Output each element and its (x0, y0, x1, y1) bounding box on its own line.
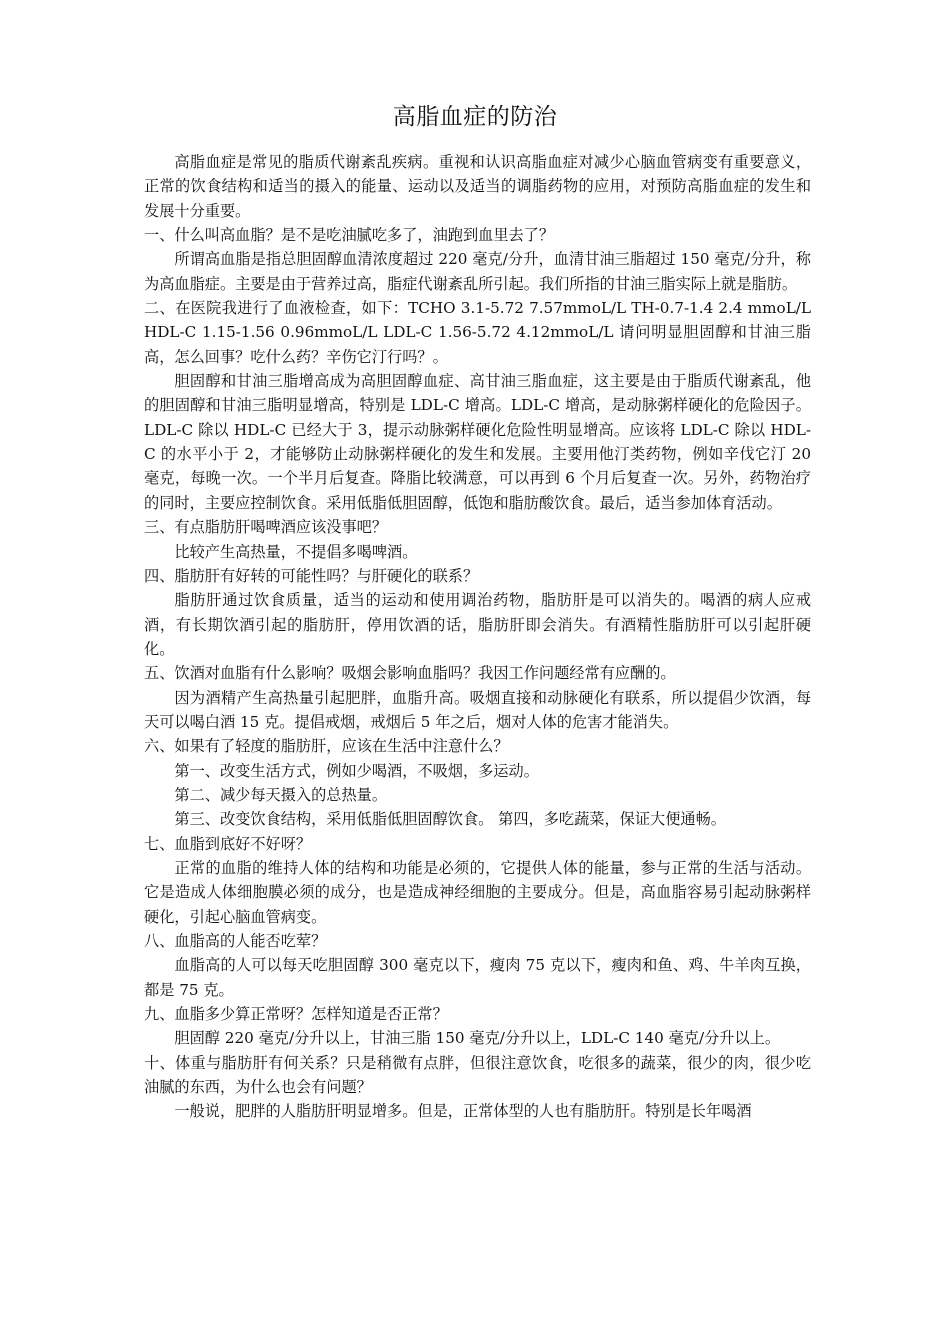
question-heading: 十、体重与脂肪肝有何关系？只是稍微有点胖，但很注意饮食，吃很多的蔬菜，很少的肉，很少吃油腻的东西，为什么也会有问题？ (144, 1053, 811, 1097)
paragraph: 血脂高的人可以每天吃胆固醇 300 毫克以下，瘦肉 75 克以下，瘦肉和鱼、鸡、牛羊肉互换，都是 75 克。 (144, 956, 811, 999)
document-title: 高脂血症的防治 (392, 104, 558, 130)
paragraph: 所谓高血脂是指总胆固醇血清浓度超过 220 毫克/分升，血清甘油三脂超过 150 毫克/分升，称为高血脂症。主要是由于营养过高，脂症代谢紊乱所引起。我们所指的甘油三脂实际上就是脂肪。 (144, 250, 811, 293)
question-heading: 九、血脂多少算正常呀？怎样知道是否正常？ (144, 1005, 448, 1024)
paragraph: 一般说，肥胖的人脂肪肝明显增多。但是，正常体型的人也有脂肪肝。特别是长年喝酒 (174, 1102, 752, 1121)
question-heading: 七、血脂到底好不好呀？ (144, 834, 312, 853)
question-heading: 六、如果有了轻度的脂肪肝，应该在生活中注意什么？ (144, 737, 509, 756)
question-heading: 三、有点脂肪肝喝啤酒应该没事吧？ (144, 518, 387, 537)
question-heading: 五、饮酒对血脂有什么影响？吸烟会影响血脂吗？我因工作问题经常有应酬的。 (144, 664, 676, 683)
paragraph: 胆固醇和甘油三脂增高成为高胆固醇血症、高甘油三脂血症，这主要是由于脂质代谢紊乱，他的胆固醇和甘油三脂明显增高，特别是 LDL-C 增高。LDL-C 增高，是动脉粥样硬化的危险因子。LDL-C 除以 HDL-C 已经大于 3，提示动脉粥样硬化危险性明显增高。应该将 LDL-C 除以 HDL-C 的水平小于 2，才能够防止动脉粥样硬化的发生和发展。主要用他汀类药物，例如辛伐它汀 20 毫克，每晚一次。一个半月后复查。降脂比较满意，可以再到 6 个月后复查一次。另外，药物治疗的同时，主要应控制饮食。采用低脂低胆固醇，低饱和脂肪酸饮食。最后，适当参加体育活动。 (144, 372, 811, 512)
list-item: 第三、改变饮食结构，采用低脂低胆固醇饮食。 第四，多吃蔬菜，保证大便通畅。 (174, 810, 726, 829)
question-heading: 四、脂肪肝有好转的可能性吗？与肝硬化的联系？ (144, 566, 479, 585)
paragraph: 高脂血症是常见的脂质代谢紊乱疾病。重视和认识高脂血症对减少心脑血管病变有重要意义，正常的饮食结构和适当的摄入的能量、运动以及适当的调脂药物的应用，对预防高脂血症的发生和发展十分重要。 (144, 153, 811, 220)
paragraph: 脂肪肝通过饮食质量，适当的运动和使用调治药物，脂肪肝是可以消失的。喝酒的病人应戒酒，有长期饮酒引起的脂肪肝，停用饮酒的话，脂肪肝即会消失。有酒精性脂肪肝可以引起肝硬化。 (144, 591, 811, 658)
list-item: 第一、改变生活方式，例如少喝酒，不吸烟，多运动。 (174, 761, 539, 780)
paragraph: 正常的血脂的维持人体的结构和功能是必须的，它提供人体的能量，参与正常的生活与活动。它是造成人体细胞膜必须的成分，也是造成神经细胞的主要成分。但是，高血脂容易引起动脉粥样硬化，引起心脑血管病变。 (144, 858, 811, 926)
paragraph: 比较产生高热量，不提倡多喝啤酒。 (174, 542, 418, 561)
document-body (144, 150, 811, 1124)
list-item: 第二、减少每天摄入的总热量。 (174, 785, 388, 804)
question-heading: 二、在医院我进行了血液检查，如下：TCHO 3.1-5.72 7.57mmoL/L TH-0.7-1.4 2.4 mmoL/L HDL-C 1.15-1.56 0.96mmoL/L LDL-C 1.56-5.72 4.12mmoL/L 请问明显胆固醇和甘油三脂高，怎么回事？吃什么药？辛伤它汀行吗？。 (144, 299, 811, 366)
question-heading: 一、什么叫高血脂？是不是吃油腻吃多了，油跑到血里去了？ (144, 226, 555, 245)
paragraph: 胆固醇 220 毫克/分升以上，甘油三脂 150 毫克/分升以上，LDL-C 140 毫克/分升以上。 (174, 1029, 781, 1048)
question-heading: 八、血脂高的人能否吃荤？ (144, 932, 327, 950)
paragraph: 因为酒精产生高热量引起肥胖，血脂升高。吸烟直接和动脉硬化有联系，所以提倡少饮酒，每天可以喝白酒 15 克。提倡戒烟，戒烟后 5 年之后，烟对人体的危害才能消失。 (144, 688, 811, 731)
